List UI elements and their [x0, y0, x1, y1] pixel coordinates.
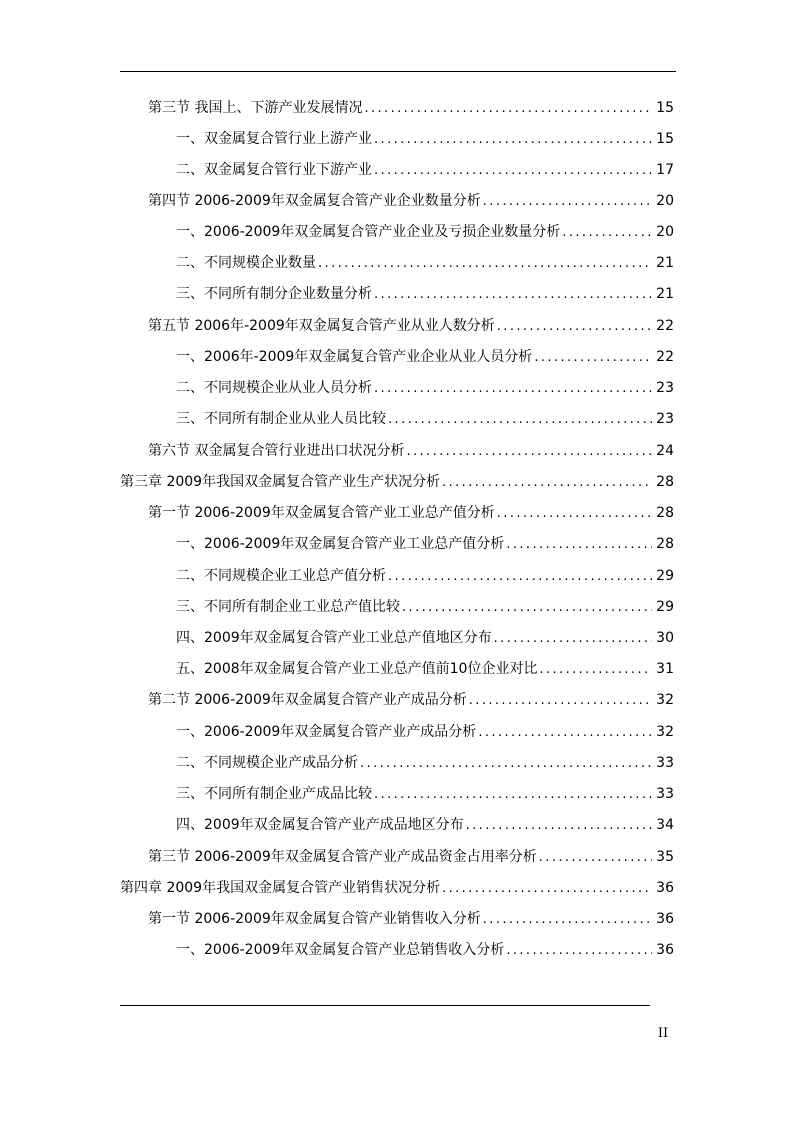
dot-leader — [562, 221, 652, 245]
dot-leader — [539, 846, 652, 870]
toc-entry[interactable] — [176, 720, 674, 744]
toc-entry-text: 二、不同规模企业工业总产值分析 — [176, 568, 386, 584]
dot-leader — [374, 377, 652, 401]
toc-entry[interactable] — [176, 782, 674, 806]
toc-entry[interactable] — [120, 470, 674, 494]
toc-entry-page: 20 — [656, 224, 674, 240]
page-number: II — [657, 1026, 669, 1041]
toc-entry-page: 33 — [656, 755, 674, 771]
toc-entry-page: 32 — [656, 724, 674, 740]
toc-entry-page: 21 — [656, 286, 674, 302]
dot-leader — [497, 502, 652, 526]
toc-entry[interactable] — [176, 345, 674, 369]
dot-leader — [374, 283, 652, 307]
dot-leader — [360, 752, 652, 776]
dot-leader — [402, 596, 652, 620]
toc-entry-page: 29 — [656, 599, 674, 615]
toc-entry-text: 三、不同所有制企业产成品比较 — [176, 786, 372, 802]
toc-entry[interactable] — [176, 376, 674, 400]
dot-leader — [469, 689, 652, 713]
toc-entry-text: 二、不同规模企业数量 — [176, 255, 316, 271]
toc-entry[interactable] — [148, 96, 674, 120]
toc-entry-text: 二、不同规模企业产成品分析 — [176, 755, 358, 771]
toc-entry-page: 15 — [656, 131, 674, 147]
toc-entry-text: 一、双金属复合管行业上游产业 — [176, 131, 372, 147]
dot-leader — [478, 721, 652, 745]
toc-entry-text: 四、2009年双金属复合管产业工业总产值地区分布 — [176, 630, 492, 646]
toc-entry-text: 第六节 双金属复合管行业进出口状况分析 — [148, 443, 405, 459]
toc-entry-text: 第一节 2006-2009年双金属复合管产业销售收入分析 — [148, 911, 481, 927]
toc-entry-page: 29 — [656, 568, 674, 584]
dot-leader — [506, 533, 652, 557]
toc-entry-page: 28 — [656, 474, 674, 490]
dot-leader — [483, 908, 652, 932]
toc-entry-text: 第四章 2009年我国双金属复合管产业销售状况分析 — [120, 880, 441, 896]
toc-entry-page: 23 — [656, 411, 674, 427]
toc-entry-page: 17 — [656, 162, 674, 178]
toc-entry-page: 34 — [656, 817, 674, 833]
toc-entry[interactable] — [176, 407, 674, 431]
dot-leader — [534, 346, 652, 370]
toc-entry-text: 第一节 2006-2009年双金属复合管产业工业总产值分析 — [148, 505, 495, 521]
dot-leader — [374, 159, 652, 183]
toc-entry[interactable] — [148, 688, 674, 712]
dot-leader — [466, 814, 652, 838]
toc-entry-text: 三、不同所有制企业工业总产值比较 — [176, 599, 400, 615]
toc-entry-page: 15 — [656, 100, 674, 116]
toc-entry-text: 五、2008年双金属复合管产业工业总产值前10位企业对比 — [176, 661, 538, 677]
toc-entry-page: 31 — [656, 661, 674, 677]
dot-leader — [364, 97, 652, 121]
toc-entry[interactable] — [176, 282, 674, 306]
toc-entry-page: 21 — [656, 255, 674, 271]
toc-entry-page: 30 — [656, 630, 674, 646]
dot-leader — [318, 252, 652, 276]
footer-rule — [120, 1005, 650, 1006]
toc-entry-text: 二、不同规模企业从业人员分析 — [176, 380, 372, 396]
toc-entry-page: 36 — [656, 911, 674, 927]
toc-entry-page: 23 — [656, 380, 674, 396]
toc-entry-text: 二、双金属复合管行业下游产业 — [176, 162, 372, 178]
toc-entry-text: 一、2006-2009年双金属复合管产业企业及亏损企业数量分析 — [176, 224, 561, 240]
toc-entry[interactable] — [176, 127, 674, 151]
dot-leader — [374, 128, 652, 152]
toc-entry-page: 22 — [656, 349, 674, 365]
toc-entry[interactable] — [176, 532, 674, 556]
dot-leader — [483, 190, 652, 214]
toc-entry-text: 一、2006-2009年双金属复合管产业产成品分析 — [176, 724, 477, 740]
toc-entry-page: 36 — [656, 880, 674, 896]
dot-leader — [497, 315, 652, 339]
toc-entry[interactable] — [176, 657, 674, 681]
toc-entry-text: 第四节 2006-2009年双金属复合管产业企业数量分析 — [148, 193, 481, 209]
toc-entry-page: 32 — [656, 692, 674, 708]
dot-leader — [374, 783, 652, 807]
dot-leader — [539, 658, 652, 682]
toc-entry[interactable] — [148, 314, 674, 338]
toc-entry-page: 20 — [656, 193, 674, 209]
toc-entry-page: 22 — [656, 318, 674, 334]
toc-entry[interactable] — [148, 907, 674, 931]
toc-entry[interactable] — [176, 158, 674, 182]
toc-entry-page: 24 — [656, 443, 674, 459]
toc-entry-page: 36 — [656, 942, 674, 958]
toc-entry-text: 四、2009年双金属复合管产业产成品地区分布 — [176, 817, 464, 833]
toc-entry[interactable] — [176, 938, 674, 962]
toc-entry[interactable] — [176, 595, 674, 619]
toc-entry-text: 第三节 我国上、下游产业发展情况 — [148, 100, 363, 116]
toc-entry-text: 第三章 2009年我国双金属复合管产业生产状况分析 — [120, 474, 441, 490]
toc-entry-text: 第五节 2006年-2009年双金属复合管产业从业人数分析 — [148, 318, 495, 334]
toc-entry-text: 第二节 2006-2009年双金属复合管产业产成品分析 — [148, 692, 467, 708]
toc-entry-page: 28 — [656, 536, 674, 552]
toc-entry[interactable] — [120, 876, 674, 900]
dot-leader — [406, 440, 652, 464]
toc-entry[interactable] — [176, 626, 674, 650]
toc-entry[interactable] — [148, 189, 674, 213]
toc-entry-text: 一、2006-2009年双金属复合管产业总销售收入分析 — [176, 942, 505, 958]
toc-entry[interactable] — [176, 220, 674, 244]
dot-leader — [494, 627, 652, 651]
header-rule — [120, 71, 676, 72]
toc-entry[interactable] — [176, 564, 674, 588]
toc-entry-text: 三、不同所有制企业从业人员比较 — [176, 411, 386, 427]
toc-entry[interactable] — [176, 813, 674, 837]
toc-entry-text: 三、不同所有制分企业数量分析 — [176, 286, 372, 302]
toc-entry-page: 33 — [656, 786, 674, 802]
dot-leader — [388, 565, 652, 589]
toc-entry-page: 28 — [656, 505, 674, 521]
toc-entry-text: 一、2006-2009年双金属复合管产业工业总产值分析 — [176, 536, 505, 552]
dot-leader — [442, 877, 652, 901]
toc-entry[interactable] — [148, 845, 674, 869]
toc-entry-text: 一、2006年-2009年双金属复合管产业企业从业人员分析 — [176, 349, 533, 365]
toc-entry[interactable] — [176, 251, 674, 275]
toc-entry[interactable] — [176, 751, 674, 775]
dot-leader — [506, 939, 652, 963]
toc-entry[interactable] — [148, 439, 674, 463]
toc-entry-text: 第三节 2006-2009年双金属复合管产业产成品资金占用率分析 — [148, 849, 537, 865]
dot-leader — [388, 408, 652, 432]
dot-leader — [442, 471, 652, 495]
toc-entry[interactable] — [148, 501, 674, 525]
toc-entry-page: 35 — [656, 849, 674, 865]
